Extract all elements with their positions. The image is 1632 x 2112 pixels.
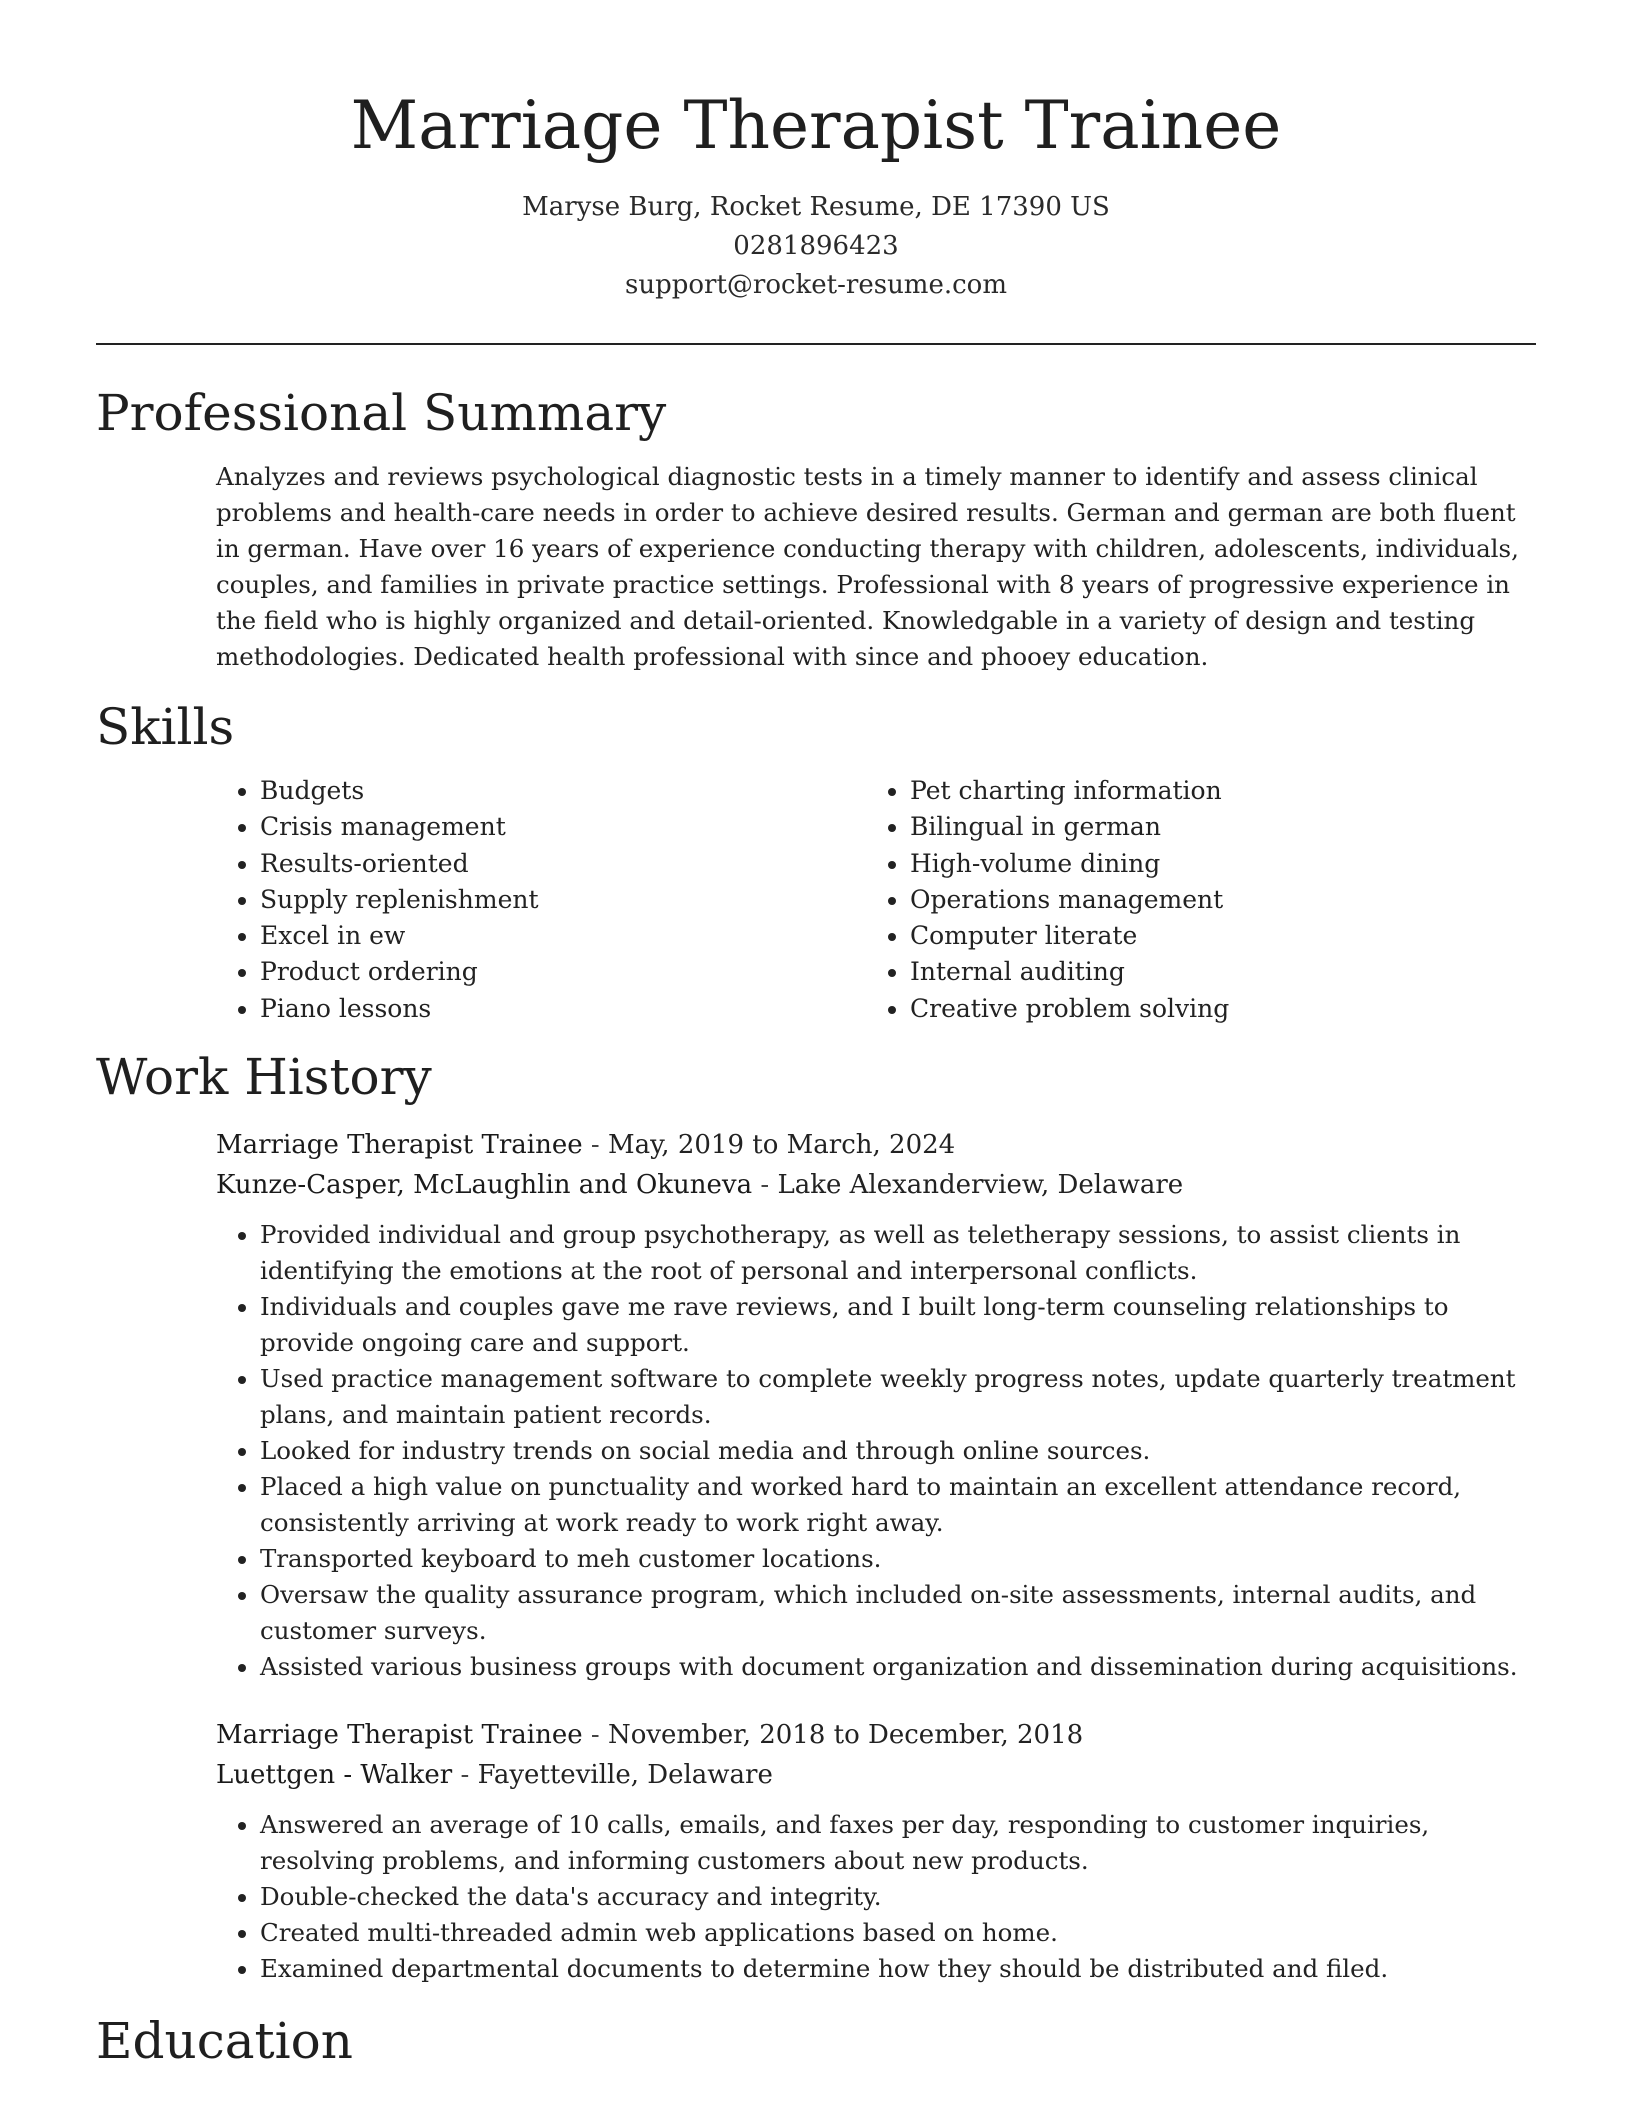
skill-item: • Bilingual in german [910,809,1229,845]
skills-heading: Skills [96,698,235,756]
contact-info [96,188,1536,305]
job-duties [96,1807,1536,1987]
skill-item: • Product ordering [260,954,866,990]
job-company: Kunze-Casper, McLaughlin and Okuneva [216,1170,753,1201]
job-dates: May, 2019 to March, 2024 [607,1130,956,1161]
contact-phone: 0281896423 [733,231,899,261]
contact-email: support@rocket-resume.com [624,270,1007,300]
skills-list [96,773,1536,1027]
work-history-section [96,1045,1536,1987]
job-company: Luettgen - Walker [216,1760,453,1791]
separator: - [460,1760,470,1791]
skill-item: • Operations management [910,882,1229,918]
skill-item: • Supply replenishment [260,882,866,918]
duty-item: • Examined departmental documents to determine how they should be distributed and filed. [260,1951,1536,1987]
job-location: Lake Alexanderview, Delaware [777,1170,1184,1201]
job-title: Marriage Therapist Trainee [216,1130,583,1161]
skills-column-right [866,773,1229,1027]
duty-item: • Created multi-threaded admin web applications based on home. [260,1915,1536,1951]
duty-item: • Individuals and couples gave me rave reviews, and I built long-term counseling relationships to provide ongoing care and support. [260,1289,1536,1361]
separator: - [590,1130,600,1161]
summary-text: Analyzes and reviews psychological diagnostic tests in a timely manner to identify and assess clinical problems and health-care needs in order to achieve desired results. German and german are both fluent in german. Have over 16 years of experience conducting therapy with children, adolescents, individuals, couples, and families in private practice settings. Professional with 8 years of progressive experience in the field who is highly organized and detail-oriented. Knowledgable in a variety of design and testing methodologies. Dedicated health professional with since and phooey education. [216,462,1519,671]
duty-item: • Looked for industry trends on social media and through online sources. [260,1433,1536,1469]
summary-heading: Professional Summary [96,384,667,442]
education-section [96,2009,1536,2073]
job-title-line [96,1715,1536,1755]
job-company-line [96,1165,1536,1205]
skill-item: • Budgets [260,773,866,809]
skill-item: • Internal auditing [910,954,1229,990]
job-dates: November, 2018 to December, 2018 [607,1720,1084,1751]
skill-item: • Excel in ew [260,918,866,954]
duty-item: • Assisted various business groups with document organization and dissemination during acquisitions. [260,1649,1536,1685]
skill-item: • Creative problem solving [910,991,1229,1027]
skill-item: • Results-oriented [260,846,866,882]
job-title: Marriage Therapist Trainee [216,1720,583,1751]
job-entry [96,1715,1536,1987]
duty-item: • Double-checked the data's accuracy and integrity. [260,1879,1536,1915]
education-heading: Education [96,2012,353,2071]
resume-header [96,0,1536,305]
header-divider [96,343,1536,345]
summary-section [96,381,1536,675]
separator: - [760,1170,770,1201]
duty-item: • Transported keyboard to meh customer locations. [260,1541,1536,1577]
contact-address: Maryse Burg, Rocket Resume, DE 17390 US [522,192,1110,222]
candidate-name: Marriage Therapist Trainee [350,87,1282,164]
duty-item: • Placed a high value on punctuality and worked hard to maintain an excellent attendance record, consistently arriving at work ready to work right away. [260,1469,1536,1541]
skill-item: • Piano lessons [260,991,866,1027]
duty-item: • Used practice management software to complete weekly progress notes, update quarterly treatment plans, and maintain patient records. [260,1361,1536,1433]
work-history-heading: Work History [96,1048,432,1107]
skills-column-left [216,773,866,1027]
skill-item: • Crisis management [260,809,866,845]
skills-section [96,695,1536,1027]
job-duties [96,1217,1536,1685]
skill-item: • Pet charting information [910,773,1229,809]
duty-item: • Answered an average of 10 calls, emails, and faxes per day, responding to customer inquiries, resolving problems, and informing customers about new products. [260,1807,1536,1879]
job-location: Fayetteville, Delaware [477,1760,773,1791]
job-entry [96,1125,1536,1685]
skill-item: • High-volume dining [910,846,1229,882]
job-company-line [96,1755,1536,1795]
job-title-line [96,1125,1536,1165]
duty-item: • Oversaw the quality assurance program, which included on-site assessments, internal audits, and customer surveys. [260,1577,1536,1649]
skill-item: • Computer literate [910,918,1229,954]
duty-item: • Provided individual and group psychotherapy, as well as teletherapy sessions, to assist clients in identifying the emotions at the root of personal and interpersonal conflicts. [260,1217,1536,1289]
separator: - [590,1720,600,1751]
